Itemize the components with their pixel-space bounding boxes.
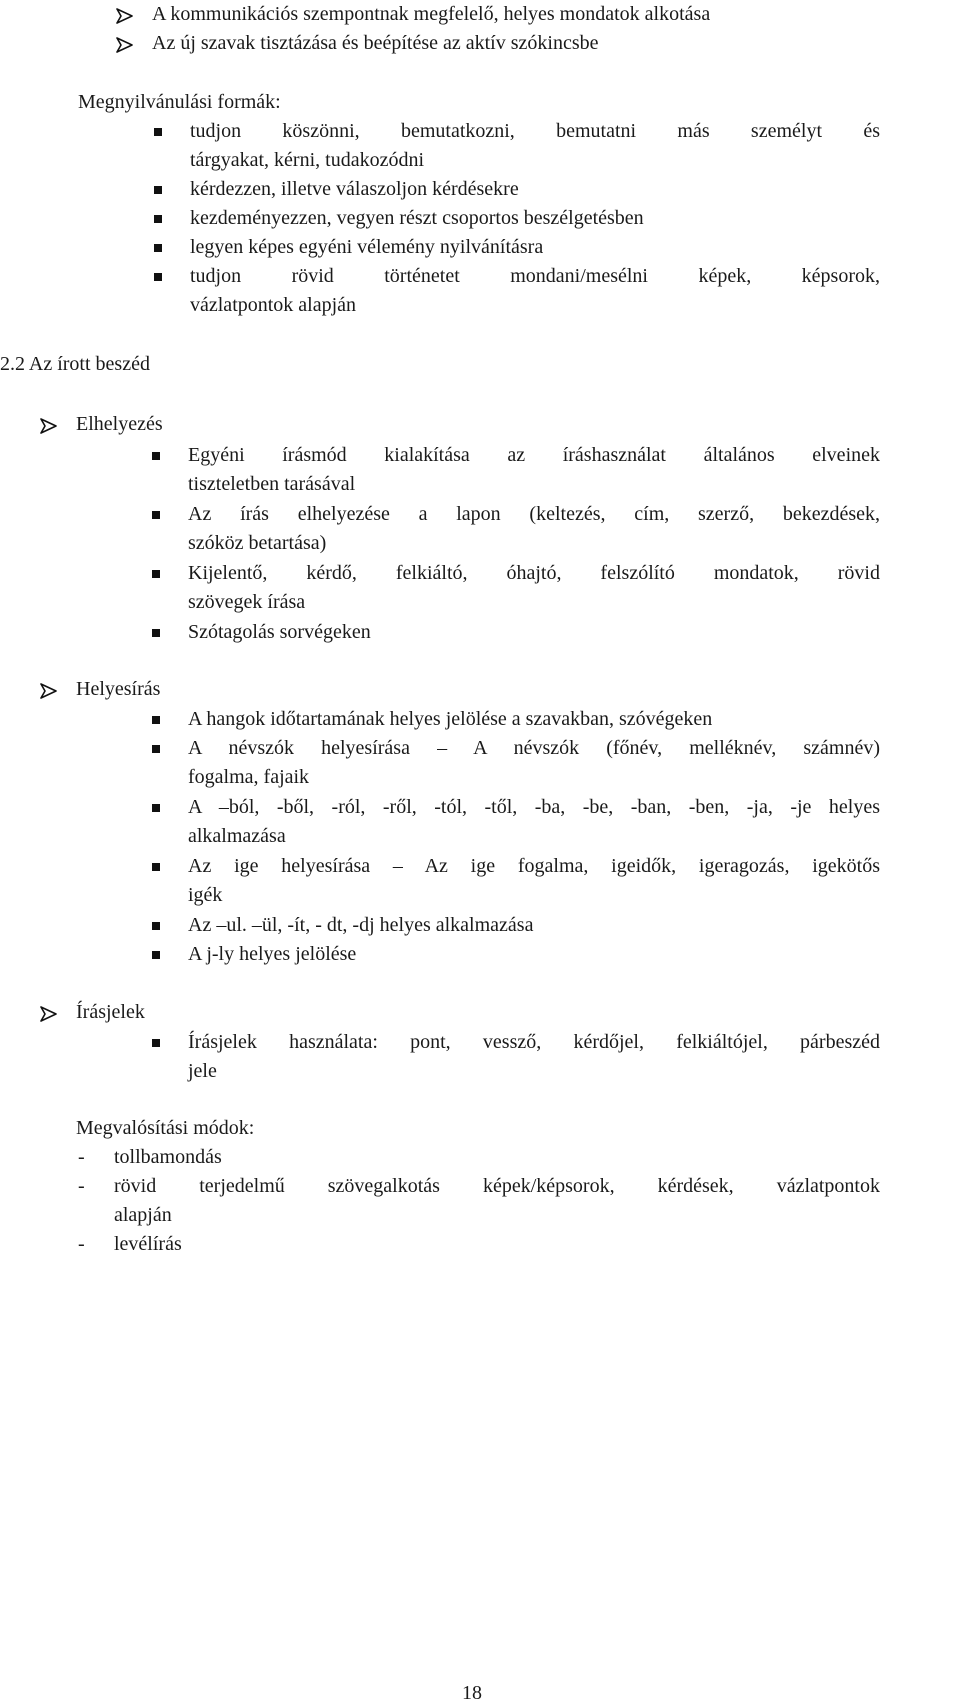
dash-bullet: -	[78, 1146, 85, 1168]
top-item: Az új szavak tisztázása és beépítése az aktív szókincsbe	[152, 32, 599, 54]
list-item: Szótagolás sorvégeken	[188, 621, 371, 643]
list-item: kérdezzen, illetve válaszoljon kérdésekre	[190, 178, 519, 200]
square-bullet-icon	[154, 273, 162, 281]
list-item: levélírás	[114, 1233, 182, 1255]
square-bullet-icon	[152, 745, 160, 753]
list-item-continued: jele	[188, 1060, 217, 1082]
arrow-bullet-icon	[116, 31, 138, 60]
square-bullet-icon	[152, 716, 160, 724]
methods-heading: Megvalósítási módok:	[76, 1117, 255, 1139]
list-item: tudjon köszönni, bemutatkozni, bemutatni más személyt és	[190, 120, 880, 142]
square-bullet-icon	[154, 186, 162, 194]
square-bullet-icon	[152, 452, 160, 460]
list-item-continued: tiszteletben tarásával	[188, 473, 356, 495]
list-item: kezdeményezzen, vegyen részt csoportos beszélgetésben	[190, 207, 644, 229]
square-bullet-icon	[154, 244, 162, 252]
page-number: 18	[462, 1682, 482, 1704]
group-title-helyesiras: Helyesírás	[76, 678, 161, 700]
list-item-continued: tárgyakat, kérni, tudakozódni	[190, 149, 425, 171]
arrow-bullet-icon	[40, 1000, 62, 1029]
list-item: A hangok időtartamának helyes jelölése a szavakban, szóvégeken	[188, 708, 713, 730]
arrow-bullet-icon	[40, 412, 62, 441]
group-title-elhelyezes: Elhelyezés	[76, 413, 163, 435]
square-bullet-icon	[152, 570, 160, 578]
list-item-continued: igék	[188, 884, 223, 906]
arrow-bullet-icon	[40, 677, 62, 706]
arrow-bullet-icon	[116, 2, 138, 31]
square-bullet-icon	[152, 863, 160, 871]
dash-bullet: -	[78, 1175, 85, 1197]
list-item: legyen képes egyéni vélemény nyilvánításra	[190, 236, 544, 258]
square-bullet-icon	[152, 922, 160, 930]
list-item: Az ige helyesírása – Az ige fogalma, igeidők, igeragozás, igekötős	[188, 855, 880, 877]
list-item: A névszók helyesírása – A névszók (főnév, melléknév, számnév)	[188, 737, 880, 759]
dash-bullet: -	[78, 1233, 85, 1255]
list-item-continued: alkalmazása	[188, 825, 286, 847]
list-item-continued: fogalma, fajaik	[188, 766, 310, 788]
list-item: A –ból, -ből, -ról, -ről, -tól, -től, -ba, -be, -ban, -ben, -ja, -je helyes	[188, 796, 880, 818]
square-bullet-icon	[152, 804, 160, 812]
square-bullet-icon	[152, 951, 160, 959]
forms-heading: Megnyilvánulási formák:	[78, 91, 281, 113]
list-item: Kijelentő, kérdő, felkiáltó, óhajtó, felszólító mondatok, rövid	[188, 562, 880, 584]
list-item: Az –ul. –ül, -ít, - dt, -dj helyes alkalmazása	[188, 914, 534, 936]
list-item: A j-ly helyes jelölése	[188, 943, 357, 965]
square-bullet-icon	[154, 215, 162, 223]
section-title: 2.2 Az írott beszéd	[0, 353, 150, 375]
square-bullet-icon	[152, 511, 160, 519]
list-item-continued: szövegek írása	[188, 591, 306, 613]
list-item: Az írás elhelyezése a lapon (keltezés, cím, szerző, bekezdések,	[188, 503, 880, 525]
list-item-continued: vázlatpontok alapján	[190, 294, 357, 316]
group-title-irasjelek: Írásjelek	[76, 1001, 145, 1023]
list-item-continued: alapján	[114, 1204, 172, 1226]
square-bullet-icon	[152, 1039, 160, 1047]
top-item: A kommunikációs szempontnak megfelelő, helyes mondatok alkotása	[152, 3, 711, 25]
list-item-continued: szóköz betartása)	[188, 532, 327, 554]
square-bullet-icon	[152, 629, 160, 637]
list-item: Írásjelek használata: pont, vessző, kérdőjel, felkiáltójel, párbeszéd	[188, 1031, 880, 1053]
square-bullet-icon	[154, 128, 162, 136]
list-item: Egyéni írásmód kialakítása az íráshasználat általános elveinek	[188, 444, 880, 466]
list-item: rövid terjedelmű szövegalkotás képek/képsorok, kérdések, vázlatpontok	[114, 1175, 880, 1197]
list-item: tollbamondás	[114, 1146, 222, 1168]
list-item: tudjon rövid történetet mondani/mesélni képek, képsorok,	[190, 265, 880, 287]
